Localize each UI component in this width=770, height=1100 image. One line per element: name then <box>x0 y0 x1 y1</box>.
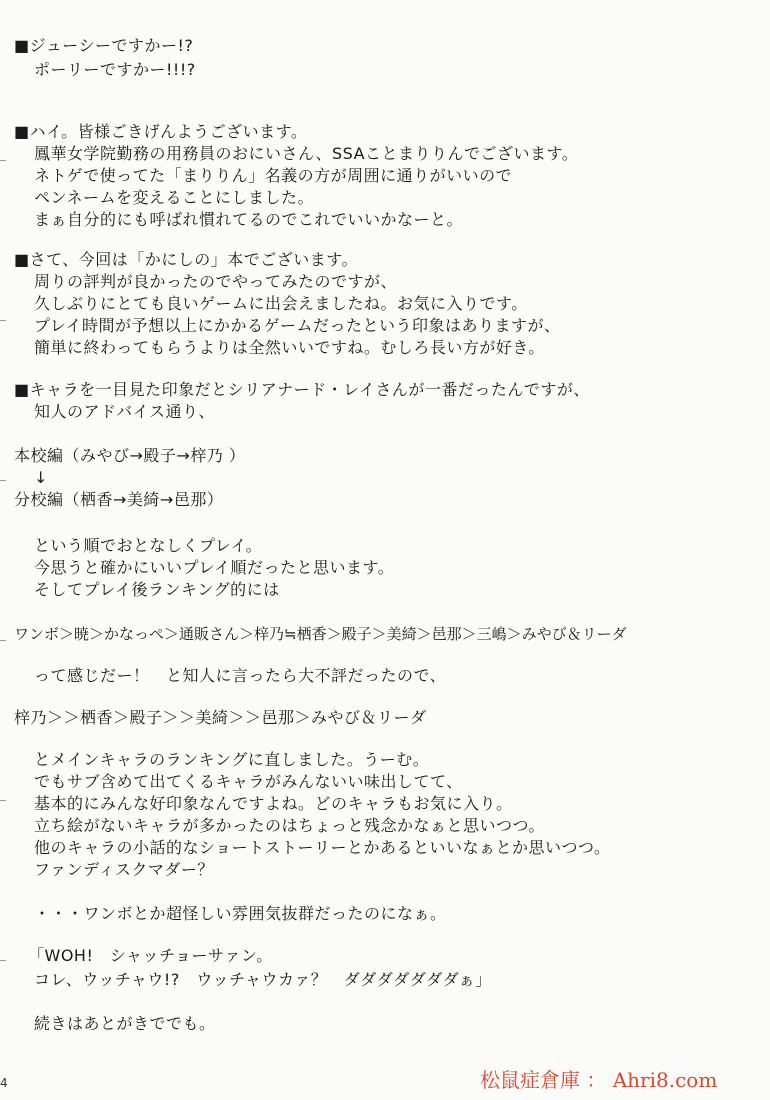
text-line: ファンディスクマダー？ <box>34 860 214 879</box>
text-line: そしてプレイ後ランキング的には <box>34 580 280 599</box>
text-line: 簡単に終わってもらうよりは全然いいですね。むしろ長い方が好き。 <box>34 338 545 357</box>
text-line: 「WOH! シャッチョーサァン。 <box>28 946 273 965</box>
text-line: ・・・ワンボとか超怪しい雰囲気抜群だったのになぁ。 <box>34 904 447 923</box>
text-line: ■ジューシーですかー!? <box>14 36 194 55</box>
text-line: 周りの評判が良かったのでやってみたのですが、 <box>34 272 398 291</box>
text-line: 知人のアドバイス通り、 <box>34 402 216 421</box>
scan-edge-marks <box>0 0 8 1100</box>
page-number: 4 <box>0 1076 8 1090</box>
text-line: まぁ自分的にも呼ばれ慣れてるのでこれでいいかなーと。 <box>34 210 464 229</box>
ranking-line: ワンボ＞暁＞かなっぺ＞通販さん＞梓乃≒栖香＞殿子＞美綺＞邑那＞三嶋＞みやび＆リーダ <box>14 625 627 643</box>
text-line: コレ、ウッチャウ!? ウッチャウカァ？ ダダダダダダダぁ」 <box>34 970 492 989</box>
text-line: 今思うと確かにいいプレイ順だったと思います。 <box>34 558 395 577</box>
text-line: ネトゲで使ってた「まりりん」名義の方が周囲に通りがいいので <box>34 166 513 185</box>
text-line: プレイ時間が予想以上にかかるゲームだったという印象はありますが、 <box>34 316 561 335</box>
text-line: 立ち絵がないキャラが多かったのはちょっと残念かなぁと思いつつ。 <box>34 816 545 835</box>
text-line: 鳳華女学院勤務の用務員のおにいさん、SSAことまりりんでございます。 <box>34 144 579 163</box>
text-line: ペンネームを変えることにしました。 <box>34 188 315 207</box>
text-line: ■さて、今回は「かにしの」本でございます。 <box>14 250 359 269</box>
down-arrow: ↓ <box>34 468 48 487</box>
text-line: でもサブ含めて出てくるキャラがみんないい味出してて、 <box>34 772 463 791</box>
text-line: 他のキャラの小話的なショートストーリーとかあるといいなぁとか思いつつ。 <box>34 838 611 857</box>
watermark-text: 松鼠症倉庫 ： Ahri8.com <box>480 1068 718 1092</box>
text-line: 本校編（みやび→殿子→梓乃 ） <box>14 446 246 465</box>
text-line: 分校編（栖香→美綺→邑那） <box>14 490 224 509</box>
text-line: 基本的にみんな好印象なんですよね。どのキャラもお気に入り。 <box>34 794 513 813</box>
text-line: とメインキャラのランキングに直しました。うーむ。 <box>34 750 430 769</box>
text-line: ■キャラを一目見た印象だとシリアナード・レイさんが一番だったんですが、 <box>14 380 590 399</box>
text-line: 久しぶりにとても良いゲームに出会えましたね。お気に入りです。 <box>34 294 528 313</box>
text-line: って感じだー！ と知人に言ったら大不評だったので、 <box>34 666 447 685</box>
text-line: 続きはあとがきででも。 <box>34 1014 216 1033</box>
text-line: ポーリーですかー!!!? <box>34 60 196 79</box>
ranking-line: 梓乃＞＞栖香＞殿子＞＞美綺＞＞邑那＞みやび＆リーダ <box>14 708 427 727</box>
text-line: という順でおとなしくプレイ。 <box>34 536 263 555</box>
text-line: ■ハイ。皆様ごきげんようございます。 <box>14 122 308 141</box>
